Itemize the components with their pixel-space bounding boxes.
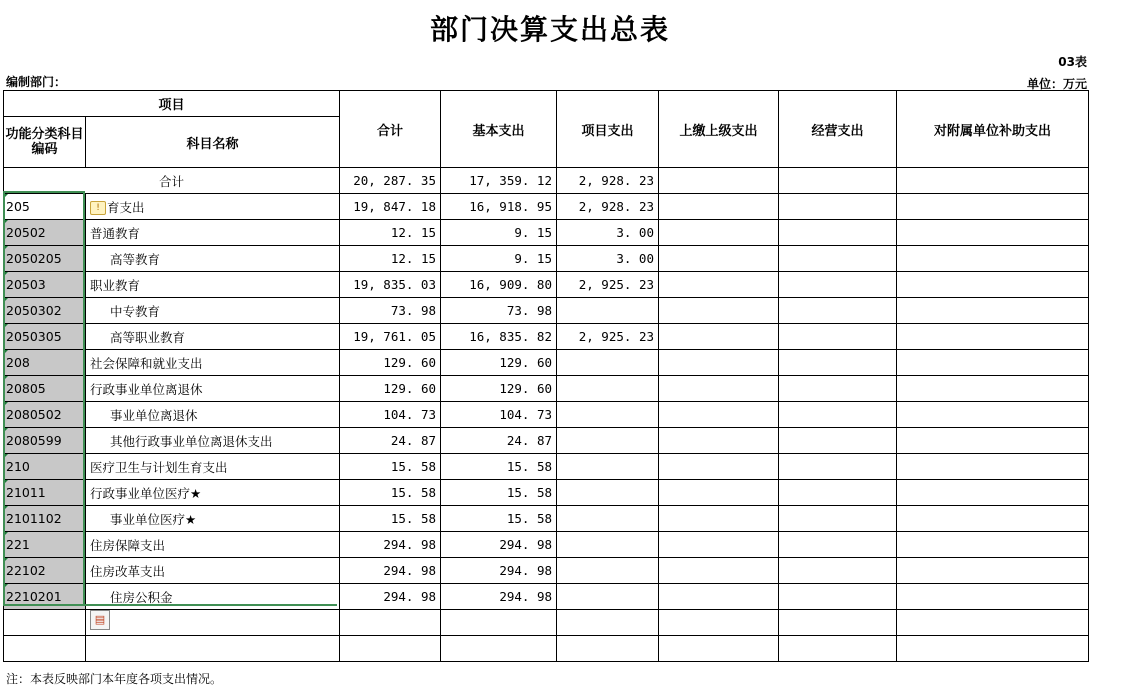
header-business[interactable]: 经营支出 (779, 91, 897, 168)
table-row (4, 376, 1089, 402)
project-amount-cell[interactable] (557, 376, 659, 402)
empty-cell[interactable] (897, 610, 1089, 636)
project-amount-cell[interactable]: 2, 925. 23 (557, 272, 659, 298)
subsidy-amount-cell[interactable] (897, 480, 1089, 506)
error-indicator-icon[interactable]: ! (90, 201, 106, 215)
subject-name-cell[interactable] (86, 220, 340, 246)
subject-name-text: 行政事业单位医疗★ (90, 485, 202, 501)
table-row (4, 454, 1089, 480)
total-business[interactable] (779, 168, 897, 194)
total-amount-cell[interactable]: 15. 58 (340, 506, 441, 532)
subject-code-cell[interactable]: 2050305 (4, 324, 86, 350)
business-amount-cell[interactable] (779, 272, 897, 298)
header-total[interactable]: 合计 (340, 91, 441, 168)
subject-name-text: 住房保障支出 (90, 537, 166, 553)
total-amount-cell[interactable]: 15. 58 (340, 480, 441, 506)
basic-amount-cell[interactable]: 294. 98 (441, 532, 557, 558)
total-amount-cell[interactable]: 104. 73 (340, 402, 441, 428)
expenditure-table (3, 90, 1089, 662)
total-amount-cell[interactable]: 19, 761. 05 (340, 324, 441, 350)
total-project[interactable]: 2, 928. 23 (557, 168, 659, 194)
business-amount-cell[interactable] (779, 558, 897, 584)
business-amount-cell[interactable] (779, 532, 897, 558)
project-amount-cell[interactable] (557, 480, 659, 506)
empty-cell[interactable] (779, 610, 897, 636)
table-row (4, 194, 1089, 220)
table-row (4, 220, 1089, 246)
empty-cell[interactable] (557, 636, 659, 662)
subject-code-cell[interactable]: 205 (4, 194, 86, 220)
upper-amount-cell[interactable] (659, 506, 779, 532)
project-amount-cell[interactable] (557, 402, 659, 428)
empty-cell[interactable] (659, 610, 779, 636)
table-row (4, 272, 1089, 298)
subject-code-cell[interactable]: 21011 (4, 480, 86, 506)
business-amount-cell[interactable] (779, 220, 897, 246)
subsidy-amount-cell[interactable] (897, 376, 1089, 402)
subject-code-cell[interactable]: 20805 (4, 376, 86, 402)
selection-border-bottom (84, 604, 337, 606)
header-subsidy[interactable]: 对附属单位补助支出 (897, 91, 1089, 168)
total-amount-cell[interactable]: 15. 58 (340, 454, 441, 480)
subject-name-cell[interactable] (86, 558, 340, 584)
basic-amount-cell[interactable]: 24. 87 (441, 428, 557, 454)
subsidy-amount-cell[interactable] (897, 220, 1089, 246)
business-amount-cell[interactable] (779, 506, 897, 532)
empty-cell[interactable] (557, 610, 659, 636)
subject-name-text: 中专教育 (110, 303, 161, 319)
basic-amount-cell[interactable]: 15. 58 (441, 506, 557, 532)
empty-cell[interactable] (4, 636, 86, 662)
subject-name-text: 事业单位医疗★ (110, 511, 197, 527)
table-row (4, 324, 1089, 350)
total-amount-cell[interactable]: 19, 835. 03 (340, 272, 441, 298)
subject-code-cell[interactable]: 2080502 (4, 402, 86, 428)
total-amount-cell[interactable]: 73. 98 (340, 298, 441, 324)
subject-name-text: 行政事业单位离退休 (90, 381, 203, 397)
subject-name-text: 高等职业教育 (110, 329, 186, 345)
business-amount-cell[interactable] (779, 194, 897, 220)
subject-code-cell[interactable]: 2050205 (4, 246, 86, 272)
subject-name-text: 普通教育 (90, 225, 141, 241)
subject-name-text: 社会保障和就业支出 (90, 355, 203, 371)
business-amount-cell[interactable] (779, 402, 897, 428)
subject-code-cell[interactable]: 208 (4, 350, 86, 376)
empty-cell[interactable] (4, 610, 86, 636)
header-basic[interactable]: 基本支出 (441, 91, 557, 168)
subject-name-text: 住房公积金 (110, 589, 173, 605)
upper-amount-cell[interactable] (659, 246, 779, 272)
subject-name-text: 事业单位离退休 (110, 407, 198, 423)
subject-name-text: 其他行政事业单位离退休支出 (110, 433, 273, 449)
basic-amount-cell[interactable]: 104. 73 (441, 402, 557, 428)
basic-amount-cell[interactable]: 9. 15 (441, 246, 557, 272)
empty-cell[interactable] (340, 636, 441, 662)
upper-amount-cell[interactable] (659, 324, 779, 350)
subject-code-cell[interactable]: 2210201 (4, 584, 86, 610)
project-amount-cell[interactable] (557, 584, 659, 610)
project-amount-cell[interactable] (557, 506, 659, 532)
subject-code-cell[interactable]: 210 (4, 454, 86, 480)
subsidy-amount-cell[interactable] (897, 558, 1089, 584)
total-total[interactable]: 20, 287. 35 (340, 168, 441, 194)
total-amount-cell[interactable]: 12. 15 (340, 246, 441, 272)
unit-label: 单位：万元 (1026, 77, 1087, 91)
subject-code-cell[interactable]: 2101102 (4, 506, 86, 532)
subsidy-amount-cell[interactable] (897, 402, 1089, 428)
subject-name-cell[interactable] (86, 402, 340, 428)
subject-name-cell[interactable] (86, 246, 340, 272)
paste-options-icon[interactable]: ▤ (90, 610, 110, 630)
project-amount-cell[interactable] (557, 428, 659, 454)
footnote: 注：本表反映部门本年度各项支出情况。 (6, 672, 223, 686)
table-row (4, 402, 1089, 428)
table-row (4, 532, 1089, 558)
form-number: 03表 (1058, 55, 1087, 69)
table-row (4, 428, 1089, 454)
subject-name-cell[interactable] (86, 194, 340, 220)
table-row (4, 298, 1089, 324)
business-amount-cell[interactable] (779, 324, 897, 350)
empty-cell[interactable] (86, 610, 340, 636)
subsidy-amount-cell[interactable] (897, 272, 1089, 298)
basic-amount-cell[interactable]: 294. 98 (441, 558, 557, 584)
subject-code-cell[interactable]: 22102 (4, 558, 86, 584)
business-amount-cell[interactable] (779, 454, 897, 480)
upper-amount-cell[interactable] (659, 558, 779, 584)
subsidy-amount-cell[interactable] (897, 584, 1089, 610)
header-project-expense[interactable]: 项目支出 (557, 91, 659, 168)
empty-cell[interactable] (897, 636, 1089, 662)
empty-cell[interactable] (340, 610, 441, 636)
subsidy-amount-cell[interactable] (897, 194, 1089, 220)
upper-amount-cell[interactable] (659, 454, 779, 480)
subject-name-text: 高等教育 (110, 251, 161, 267)
subject-code-cell[interactable]: 2050302 (4, 298, 86, 324)
upper-amount-cell[interactable] (659, 194, 779, 220)
header-project[interactable]: 项目 (4, 91, 340, 117)
table-row (4, 558, 1089, 584)
department-label: 编制部门： (6, 75, 67, 89)
subject-name-text: 住房改革支出 (90, 563, 166, 579)
subject-name-cell[interactable] (86, 324, 340, 350)
subject-name-cell[interactable] (86, 532, 340, 558)
total-amount-cell[interactable]: 12. 15 (340, 220, 441, 246)
upper-amount-cell[interactable] (659, 350, 779, 376)
project-amount-cell[interactable] (557, 298, 659, 324)
empty-cell[interactable] (441, 636, 557, 662)
subject-name-text: 职业教育 (90, 277, 141, 293)
subject-name-cell[interactable] (86, 480, 340, 506)
total-subsidy[interactable] (897, 168, 1089, 194)
table-row (4, 246, 1089, 272)
project-amount-cell[interactable]: 3. 00 (557, 220, 659, 246)
subject-code-cell[interactable]: 20503 (4, 272, 86, 298)
basic-amount-cell[interactable]: 15. 58 (441, 454, 557, 480)
empty-cell[interactable] (779, 636, 897, 662)
subject-name-cell[interactable] (86, 298, 340, 324)
upper-amount-cell[interactable] (659, 428, 779, 454)
upper-amount-cell[interactable] (659, 480, 779, 506)
subsidy-amount-cell[interactable] (897, 298, 1089, 324)
subject-name-text: 医疗卫生与计划生育支出 (90, 459, 228, 475)
total-amount-cell[interactable]: 19, 847. 18 (340, 194, 441, 220)
basic-amount-cell[interactable]: 9. 15 (441, 220, 557, 246)
upper-amount-cell[interactable] (659, 220, 779, 246)
header-func-code[interactable]: 功能分类科目编码 (4, 117, 86, 168)
subsidy-amount-cell[interactable] (897, 454, 1089, 480)
total-amount-cell[interactable]: 24. 87 (340, 428, 441, 454)
subject-name-text: 育支出 (107, 199, 145, 215)
total-amount-cell[interactable]: 129. 60 (340, 376, 441, 402)
upper-amount-cell[interactable] (659, 376, 779, 402)
table-row (4, 480, 1089, 506)
basic-amount-cell[interactable]: 129. 60 (441, 350, 557, 376)
upper-amount-cell[interactable] (659, 532, 779, 558)
basic-amount-cell[interactable]: 16, 835. 82 (441, 324, 557, 350)
subject-name-cell[interactable] (86, 376, 340, 402)
project-amount-cell[interactable]: 2, 925. 23 (557, 324, 659, 350)
table-row (4, 506, 1089, 532)
total-upper[interactable] (659, 168, 779, 194)
subject-name-cell[interactable] (86, 506, 340, 532)
subject-code-cell[interactable]: 2080599 (4, 428, 86, 454)
total-amount-cell[interactable]: 294. 98 (340, 532, 441, 558)
basic-amount-cell[interactable]: 294. 98 (441, 584, 557, 610)
upper-amount-cell[interactable] (659, 298, 779, 324)
total-amount-cell[interactable]: 294. 98 (340, 558, 441, 584)
business-amount-cell[interactable] (779, 428, 897, 454)
empty-cell[interactable] (86, 636, 340, 662)
header-upper[interactable]: 上缴上级支出 (659, 91, 779, 168)
empty-cell[interactable] (441, 610, 557, 636)
subsidy-amount-cell[interactable] (897, 532, 1089, 558)
header-subject-name[interactable]: 科目名称 (86, 117, 340, 168)
total-amount-cell[interactable]: 129. 60 (340, 350, 441, 376)
subject-name-cell[interactable] (86, 350, 340, 376)
project-amount-cell[interactable] (557, 532, 659, 558)
upper-amount-cell[interactable] (659, 402, 779, 428)
business-amount-cell[interactable] (779, 376, 897, 402)
total-basic[interactable]: 17, 359. 12 (441, 168, 557, 194)
project-amount-cell[interactable] (557, 350, 659, 376)
total-amount-cell[interactable]: 294. 98 (340, 584, 441, 610)
subject-code-cell[interactable]: 221 (4, 532, 86, 558)
business-amount-cell[interactable] (779, 350, 897, 376)
subsidy-amount-cell[interactable] (897, 246, 1089, 272)
business-amount-cell[interactable] (779, 584, 897, 610)
report-title: 部门决算支出总表 (429, 13, 670, 46)
basic-amount-cell[interactable]: 129. 60 (441, 376, 557, 402)
business-amount-cell[interactable] (779, 246, 897, 272)
project-amount-cell[interactable] (557, 454, 659, 480)
subject-code-cell[interactable]: 20502 (4, 220, 86, 246)
basic-amount-cell[interactable]: 16, 918. 95 (441, 194, 557, 220)
subsidy-amount-cell[interactable] (897, 506, 1089, 532)
subject-name-cell[interactable] (86, 428, 340, 454)
subsidy-amount-cell[interactable] (897, 324, 1089, 350)
business-amount-cell[interactable] (779, 480, 897, 506)
upper-amount-cell[interactable] (659, 584, 779, 610)
basic-amount-cell[interactable]: 16, 909. 80 (441, 272, 557, 298)
project-amount-cell[interactable]: 2, 928. 23 (557, 194, 659, 220)
subsidy-amount-cell[interactable] (897, 350, 1089, 376)
basic-amount-cell[interactable]: 73. 98 (441, 298, 557, 324)
project-amount-cell[interactable]: 3. 00 (557, 246, 659, 272)
upper-amount-cell[interactable] (659, 272, 779, 298)
subject-name-cell[interactable] (86, 454, 340, 480)
table-row (4, 350, 1089, 376)
subject-name-cell[interactable] (86, 272, 340, 298)
total-label[interactable]: 合计 (4, 168, 340, 194)
project-amount-cell[interactable] (557, 558, 659, 584)
subsidy-amount-cell[interactable] (897, 428, 1089, 454)
basic-amount-cell[interactable]: 15. 58 (441, 480, 557, 506)
business-amount-cell[interactable] (779, 298, 897, 324)
empty-cell[interactable] (659, 636, 779, 662)
